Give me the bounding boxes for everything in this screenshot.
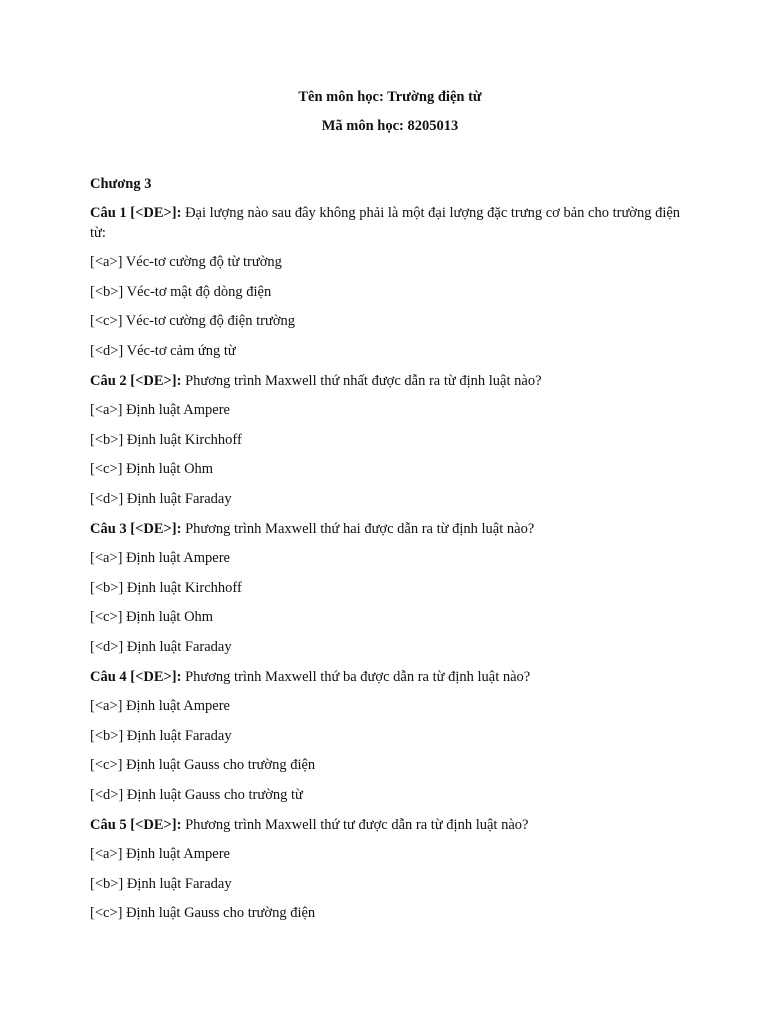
question-label: Câu 2 [<DE>]: [90, 373, 182, 389]
question-body: Đại lượng nào sau đây không phải là một đại lượng đặc trưng cơ bản cho trường điện từ: [90, 205, 681, 241]
answer-option: [<d>] Véc-tơ cảm ứng từ [90, 342, 236, 359]
answer-option: [<b>] Định luật Kirchhoff [90, 431, 242, 448]
answer-option: [<c>] Véc-tơ cường độ điện trường [90, 313, 295, 329]
chapter-heading: Chương 3 [90, 176, 152, 192]
course-title: Tên môn học: Trường điện từ [298, 89, 482, 105]
question-text [90, 667, 690, 687]
answer-option: [<b>] Định luật Kirchhoff [90, 579, 242, 596]
question-block [90, 815, 690, 924]
question-label: Câu 1 [<DE>]: [90, 205, 182, 221]
answer-option: [<d>] Định luật Gauss cho trường từ [90, 786, 303, 803]
question-body: Phương trình Maxwell thứ ba được dẫn ra từ định luật nào? [181, 669, 531, 685]
question-label: Câu 3 [<DE>]: [90, 521, 182, 537]
answer-option: [<b>] Định luật Faraday [90, 875, 232, 892]
question-label: Câu 4 [<DE>]: [90, 669, 182, 685]
answer-option: [<c>] Định luật Gauss cho trường điện [90, 757, 316, 773]
question-block [90, 519, 690, 657]
question-body: Phương trình Maxwell thứ hai được dẫn ra từ định luật nào? [181, 521, 535, 537]
answer-option: [<b>] Định luật Faraday [90, 727, 232, 744]
answer-option: [<a>] Định luật Ampere [90, 402, 230, 418]
answer-option: [<a>] Định luật Ampere [90, 698, 230, 714]
answer-option: [<a>] Định luật Ampere [90, 846, 230, 862]
question-label: Câu 5 [<DE>]: [90, 817, 182, 833]
question-text [90, 519, 690, 539]
answer-option: [<c>] Định luật Ohm [90, 461, 214, 477]
course-code: Mã môn học: 8205013 [321, 118, 459, 134]
question-list [90, 203, 690, 924]
question-block [90, 371, 690, 509]
answer-option: [<c>] Định luật Gauss cho trường điện [90, 905, 316, 921]
answer-option: [<d>] Định luật Faraday [90, 638, 232, 655]
answer-option: [<a>] Định luật Ampere [90, 550, 230, 566]
document-page [90, 88, 690, 924]
question-text [90, 203, 690, 243]
question-text [90, 815, 690, 835]
question-body: Phương trình Maxwell thứ nhất được dẫn ra từ định luật nào? [181, 373, 542, 389]
question-block [90, 203, 690, 361]
answer-option: [<d>] Định luật Faraday [90, 490, 232, 507]
answer-option: [<b>] Véc-tơ mật độ dòng điện [90, 283, 272, 300]
question-body: Phương trình Maxwell thứ tư được dẫn ra từ định luật nào? [181, 817, 529, 833]
answer-option: [<c>] Định luật Ohm [90, 609, 214, 625]
question-text [90, 371, 690, 391]
question-block [90, 667, 690, 805]
answer-option: [<a>] Véc-tơ cường độ từ trường [90, 254, 282, 270]
